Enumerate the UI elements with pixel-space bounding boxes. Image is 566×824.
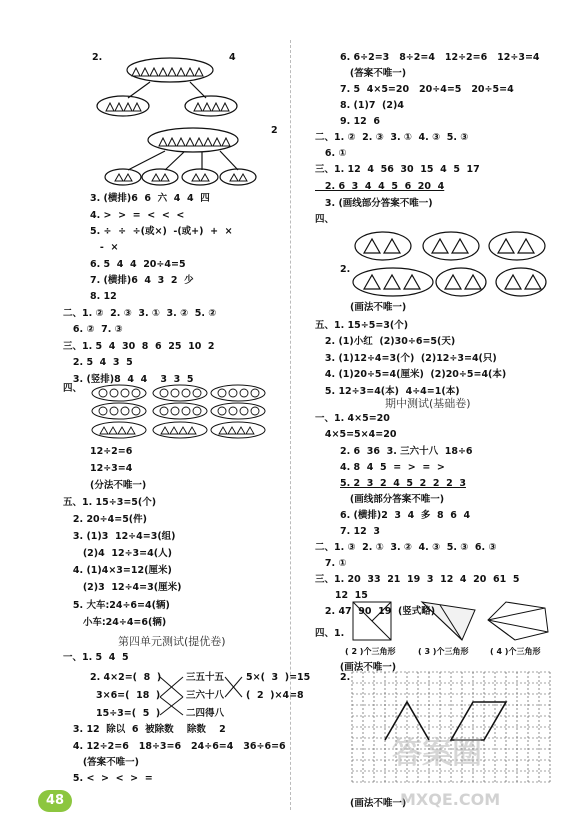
answer-line: 2. (1)小红 (2)30÷6=5(天) bbox=[315, 336, 456, 347]
answer-line: 2. 4×2=( 8 ) bbox=[90, 672, 162, 683]
answer-line: (2)4 12÷3=4(人) bbox=[63, 548, 172, 559]
answer-line: 12÷2=6 bbox=[90, 446, 133, 457]
answer-line: 二、1. ③ 2. ① 3. ② 4. ③ 5. ③ 6. ③ bbox=[315, 542, 497, 553]
watermark-site: MXQE.COM bbox=[400, 790, 501, 809]
answer-line: 3. (1)12÷4=3(个) (2)12÷3=4(只) bbox=[315, 353, 497, 364]
answer-line: 2 bbox=[271, 125, 278, 136]
answer-line: (画法不唯一) bbox=[330, 662, 397, 673]
answer-line: 4. 8 4 5 = > = > bbox=[340, 462, 445, 473]
answer-line: 二、1. ② 2. ③ 3. ① 3. ② 5. ② bbox=[63, 308, 217, 319]
answer-line: 6. ① bbox=[315, 148, 347, 159]
answer-line: 7. (横排)6 4 3 2 少 bbox=[90, 275, 194, 286]
answer-line: (画法不唯一) bbox=[350, 302, 407, 313]
answer-line: 6. 5 4 4 20÷4=5 bbox=[90, 259, 186, 270]
answer-line: 12 15 bbox=[315, 590, 368, 601]
answer-line: 5×( 3 )=15 bbox=[246, 672, 311, 683]
answer-line: (答案不唯一) bbox=[340, 68, 407, 79]
answer-line: 小车:24÷4=6(辆) bbox=[63, 617, 167, 628]
answer-line: 4 bbox=[229, 52, 236, 63]
answer-line: 二四得八 bbox=[186, 708, 225, 719]
answer-line: 2. 5 4 3 5 bbox=[63, 357, 133, 368]
answer-line: 5. < > < > = bbox=[63, 773, 153, 784]
answer-line: 6. ② 7. ③ bbox=[63, 324, 123, 335]
answer-line: 4×5=5×4=20 bbox=[315, 429, 397, 440]
answer-line: 12÷3=4 bbox=[90, 463, 133, 474]
answer-line: 三六十八 bbox=[186, 690, 225, 701]
grouping-ovals-diagram bbox=[353, 232, 546, 296]
answer-line: 一、1. 5 4 5 bbox=[63, 652, 129, 663]
answer-line: 2. 6 3 4 4 5 6 20 4 bbox=[315, 181, 445, 192]
answer-line: 5. ÷ ÷ ÷(或×) -(或+) + × bbox=[90, 226, 233, 237]
answer-line: 2. bbox=[340, 672, 351, 683]
answer-line: 9. 12 6 bbox=[340, 116, 380, 127]
answer-line: 3. (竖排)8 4 4 3 3 5 bbox=[63, 374, 194, 385]
answer-line: (答案不唯一) bbox=[63, 757, 140, 768]
answer-line: 4. (1)20÷5=4(厘米) (2)20÷5=4(本) bbox=[315, 369, 507, 380]
answer-line: 3. (1)3 12÷4=3(组) bbox=[63, 531, 176, 542]
answer-line: 5. 2 3 2 4 5 2 2 2 3 bbox=[340, 478, 466, 489]
answer-line: 2. 47 90 19 (竖式略) bbox=[315, 606, 436, 617]
watermark-logo: 答案圈 bbox=[392, 736, 482, 771]
section-title: 期中测试(基础卷) bbox=[385, 397, 471, 410]
answer-line: 五、1. 15÷5=3(个) bbox=[315, 320, 409, 331]
answer-line: 4. > > = < < < bbox=[90, 210, 185, 221]
answer-line: 7. 12 3 bbox=[340, 526, 380, 537]
answer-line: 一、1. 4×5=20 bbox=[315, 413, 390, 424]
figure-caption: ( 3 )个三角形 bbox=[418, 647, 469, 656]
answer-line: 3. 12 除以 6 被除数 除数 2 bbox=[63, 724, 226, 735]
answer-line: 5. 大车:24÷6=4(辆) bbox=[63, 600, 170, 611]
section-label: 四、 bbox=[315, 214, 335, 225]
answer-line: 三、1. 5 4 30 8 6 25 10 2 bbox=[63, 341, 215, 352]
answer-line: 二、1. ② 2. ③ 3. ① 4. ③ 5. ③ bbox=[315, 132, 469, 143]
figure-caption: ( 2 )个三角形 bbox=[345, 647, 396, 656]
answer-line: (画法不唯一) bbox=[350, 798, 407, 809]
answer-line: (画线部分答案不唯一) bbox=[340, 494, 445, 505]
answer-line: 三五十五 bbox=[186, 672, 225, 683]
page-number: 48 bbox=[38, 790, 72, 812]
answer-line: 2. 6 36 3. 三六十八 18÷6 bbox=[340, 446, 473, 457]
section-label: 四、 bbox=[63, 383, 83, 394]
answer-line: 3. (横排)6 6 六 4 4 四 bbox=[90, 193, 210, 204]
answer-line: 2. bbox=[340, 264, 351, 275]
figure-caption: ( 4 )个三角形 bbox=[490, 647, 541, 656]
answer-line: 4. 12÷2=6 18÷3=6 24÷6=4 36÷6=6 bbox=[63, 741, 286, 752]
answer-line: 7. 5 4×5=20 20÷4=5 20÷5=4 bbox=[340, 84, 514, 95]
answer-line: 15÷3=( 5 ) bbox=[96, 708, 161, 719]
answer-line: 2. bbox=[92, 52, 103, 63]
answer-line: 三、1. 12 4 56 30 15 4 5 17 bbox=[315, 164, 480, 175]
answer-line: 8. 12 bbox=[90, 291, 117, 302]
answer-line: 6. (横排)2 3 4 多 8 6 4 bbox=[340, 510, 471, 521]
answer-line: 五、1. 15÷3=5(个) bbox=[63, 497, 157, 508]
answer-line: 2. 20÷4=5(件) bbox=[63, 514, 147, 525]
section-label: 四、1. bbox=[315, 628, 345, 639]
answer-line: (分法不唯一) bbox=[90, 480, 147, 491]
answer-line: 6. 6÷2=3 8÷2=4 12÷2=6 12÷3=4 bbox=[340, 52, 540, 63]
answer-line: 5. 12÷3=4(本) 4÷4=1(本) bbox=[315, 386, 460, 397]
answer-line: 4. (1)4×3=12(厘米) bbox=[63, 565, 172, 576]
answer-line: 8. (1)7 (2)4 bbox=[340, 100, 404, 111]
answer-line: - × bbox=[90, 242, 119, 253]
answer-line: (2)3 12÷4=3(厘米) bbox=[63, 582, 182, 593]
section-title: 第四单元测试(提优卷) bbox=[118, 635, 226, 648]
answer-line: 3. (画线部分答案不唯一) bbox=[315, 198, 433, 209]
answer-line: ( 2 )×4=8 bbox=[246, 690, 304, 701]
answer-line: 3×6=( 18 ) bbox=[96, 690, 161, 701]
answer-line: 三、1. 20 33 21 19 3 12 4 20 61 5 bbox=[315, 574, 520, 585]
answer-line: 7. ① bbox=[315, 558, 347, 569]
